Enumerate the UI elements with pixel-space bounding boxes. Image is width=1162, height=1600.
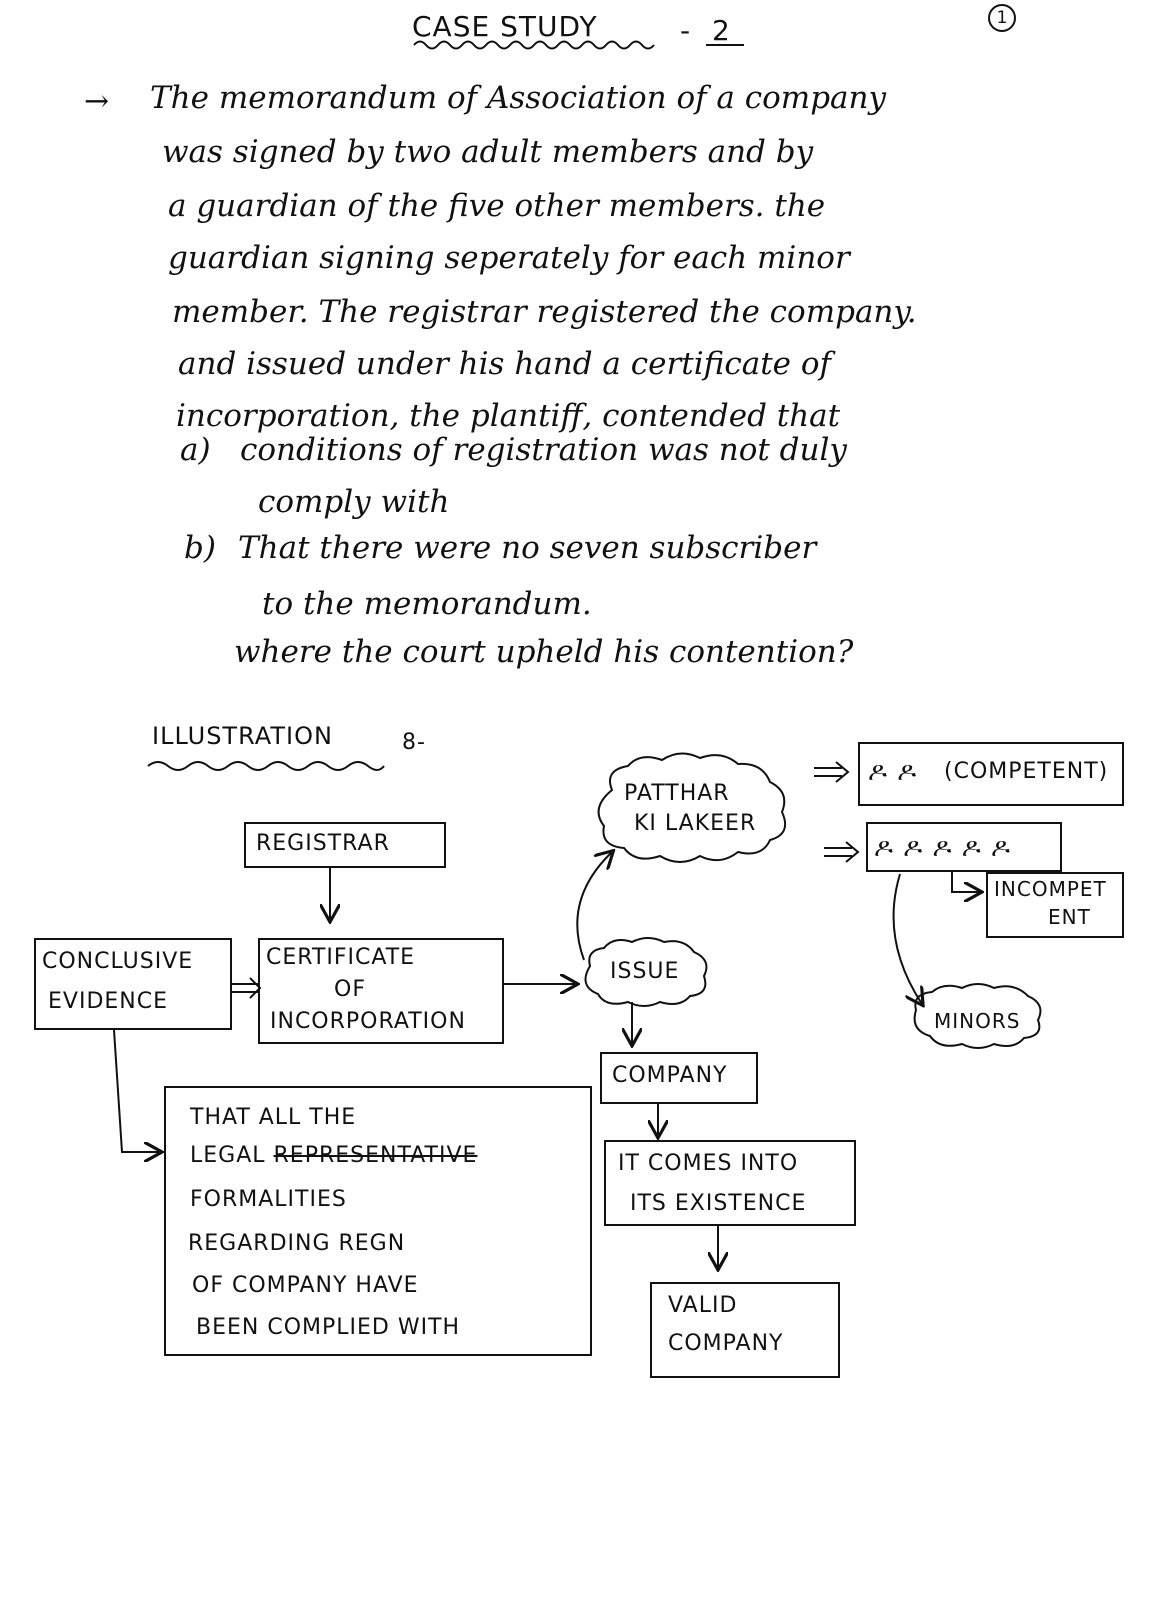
legal-line-4: REGARDING REGN (188, 1231, 406, 1256)
valid-label: VALID (668, 1293, 738, 1318)
legal-line-6: BEEN COMPLIED WITH (196, 1315, 461, 1340)
bullet-arrow-icon: → (84, 84, 110, 119)
legal-line-5: OF COMPANY HAVE (192, 1273, 419, 1298)
question-line: was signed by two adult members and by (162, 134, 814, 170)
certificate-of-label: OF (334, 977, 366, 1002)
question-line: and issued under his hand a certificate of (178, 346, 831, 382)
legal-line-3: FORMALITIES (190, 1187, 347, 1212)
point-b-label: b) (184, 530, 216, 566)
conclusive-label: CONCLUSIVE (42, 949, 194, 974)
registrar-label: REGISTRAR (256, 831, 390, 856)
certificate-label: CERTIFICATE (266, 945, 416, 970)
question-line: The memorandum of Association of a company (150, 80, 886, 116)
illustration-heading-suffix: 8- (402, 730, 426, 755)
competent-label: (COMPETENT) (944, 759, 1109, 784)
incorporation-label: INCORPORATION (270, 1009, 466, 1034)
page-title: CASE STUDY (412, 10, 598, 43)
illustration-heading: ILLUSTRATION (152, 722, 333, 750)
case-number: 2 (712, 14, 731, 47)
question-line: a guardian of the five other members. the (168, 188, 826, 224)
valid-company-label: COMPANY (668, 1331, 784, 1356)
competent-figures-icon: ዶ ዶ (868, 757, 918, 787)
title-dash: - (680, 14, 692, 47)
final-question: where the court upheld his contention? (234, 634, 854, 670)
question-line: guardian signing seperately for each minor (168, 240, 850, 276)
incompetent-suffix: ENT (1048, 905, 1091, 929)
legal-line-2 (190, 1142, 477, 1171)
lakeer-label: KI LAKEER (634, 811, 757, 836)
question-line: member. The registrar registered the company. (172, 294, 917, 330)
struck-word: REPRESENTATIVE (273, 1143, 478, 1168)
minor-figures-icon: ዶ ዶ ዶ ዶ ዶ (874, 833, 1011, 863)
point-a-line: comply with (258, 484, 450, 520)
question-line: incorporation, the plantiff, contended that (176, 398, 841, 434)
incompetent-label: INCOMPET (994, 877, 1107, 901)
its-existence-label: ITS EXISTENCE (630, 1191, 807, 1216)
evidence-label: EVIDENCE (48, 989, 168, 1014)
point-b-line: to the memorandum. (262, 586, 592, 622)
comes-into-label: IT COMES INTO (618, 1151, 799, 1176)
issue-label: ISSUE (610, 959, 680, 984)
point-a-line: conditions of registration was not duly (240, 432, 847, 468)
page-number: 1 (988, 4, 1016, 32)
legal-line-1: THAT ALL THE (190, 1105, 357, 1130)
legal-word: LEGAL (190, 1143, 266, 1168)
minors-label: MINORS (934, 1009, 1021, 1033)
point-a-label: a) (180, 432, 211, 468)
patthar-label: PATTHAR (624, 781, 730, 806)
point-b-line: That there were no seven subscriber (238, 530, 817, 566)
company-label: COMPANY (612, 1063, 728, 1088)
